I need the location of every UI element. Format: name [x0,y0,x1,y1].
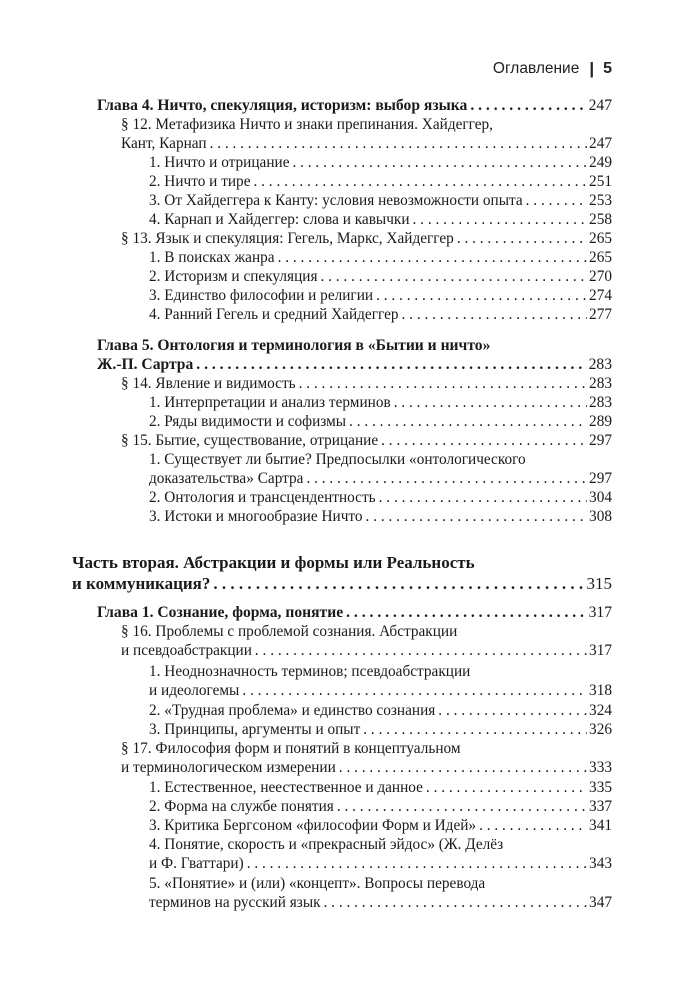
toc-page-number: 337 [589,798,612,815]
toc-page-number: 265 [589,230,612,247]
toc-page-number: 304 [589,489,612,506]
toc-page-number: 333 [589,759,612,776]
toc-entry-text: 1. Естественное, неестественное и данное [149,779,423,796]
toc-entry-s16-1 [149,662,612,700]
toc-entry-text: и псевдоабстракции [121,642,252,659]
toc-page-number: 317 [588,604,612,621]
toc-entry-s14-2 [149,412,612,431]
dot-leader [394,393,587,412]
dot-leader [363,720,587,739]
toc-entry-ch4 [97,96,612,115]
dot-leader [242,681,587,700]
dot-leader [324,893,588,912]
toc-page-number: 297 [589,432,612,449]
toc-page-number: 277 [589,306,612,323]
toc-entry-text: Глава 1. Сознание, форма, понятие [97,604,344,621]
toc-page-number: 297 [589,470,612,487]
toc-page-number: 253 [589,192,612,209]
toc-entry-text: 2. «Трудная проблема» и единство сознания [149,702,436,719]
toc-page-number: 274 [589,287,612,304]
toc-page-number: 283 [589,375,612,392]
toc-entry-s13-3 [149,286,612,305]
toc-entry-text: 2. Ничто и тире [149,173,251,190]
running-header-title: Оглавление [492,60,580,77]
toc-entry-s15-3 [149,507,612,526]
toc-entry-text: § 13. Язык и спекуляция: Гегель, Маркс, Хайдеггер [121,230,454,247]
dot-leader [479,816,587,835]
toc-entry-s16-3 [149,720,612,739]
dot-leader [457,229,587,248]
toc-page-number: 251 [589,173,612,190]
toc-entry-text: Глава 5. Онтология и терминология в «Бытии и ничто» [97,337,491,354]
dot-leader [366,507,588,526]
toc-entry-s14 [121,374,612,393]
dot-leader [379,488,587,507]
toc-page-number: 258 [589,211,612,228]
toc-entry-text: § 17. Философия форм и понятий в концептуальном [121,740,461,757]
toc-page-number: 341 [589,817,612,834]
toc-page-number: 324 [589,702,612,719]
toc-entry-s15-2 [149,488,612,507]
toc-entry-s15-1 [149,450,612,488]
toc-entry-s12-4 [149,210,612,229]
dot-leader [438,701,587,720]
toc-page-number: 283 [589,394,612,411]
toc-entry-s13-2 [149,267,612,286]
toc-entry-text: 4. Ранний Гегель и средний Хайдеггер [149,306,399,323]
dot-leader [402,305,588,324]
dot-leader [337,797,587,816]
dot-leader [299,374,587,393]
dot-leader [381,431,587,450]
running-header-separator: | [589,59,595,78]
dot-leader [255,641,587,660]
toc-entry-text: 1. Интерпретации и анализ терминов [149,394,391,411]
toc-entry-s17-1 [149,778,612,797]
toc-entry-s17-3 [149,816,612,835]
dot-leader [413,210,588,229]
toc-entry-s13-1 [149,248,612,267]
toc-page-number: 335 [589,779,612,796]
toc-entry-text: 1. Ничто и отрицание [149,154,290,171]
toc-entry-text: Глава 4. Ничто, спекуляция, историзм: выбор языка [97,97,468,114]
dot-leader [346,603,586,622]
toc-entry-s17-5 [149,874,612,912]
toc-entry-text: 4. Понятие, скорость и «прекрасный эйдос» (Ж. Делёз [149,836,504,853]
toc-entry-s12-3 [149,191,612,210]
toc-page-number: 326 [589,721,612,738]
toc-entry-text: 2. Онтология и трансцендентность [149,489,376,506]
toc-page-number: 308 [589,508,612,525]
toc-entry-s15 [121,431,612,450]
toc-entry-s17-4 [149,835,612,873]
toc-entry-text: Ж.-П. Сартра [97,356,194,373]
toc-entry-s12-1 [149,153,612,172]
toc-entry-ch5 [97,336,612,374]
toc-entry-text: доказательства» Сартра [149,470,304,487]
toc-page-number: 343 [589,855,612,872]
dot-leader [339,758,587,777]
toc-entry-text: 1. Существует ли бытие? Предпосылки «онтологического [149,451,526,468]
dot-leader [292,153,587,172]
dot-leader [320,267,587,286]
toc-page-number: 315 [586,574,612,593]
toc-page-number: 270 [589,268,612,285]
toc-entry-text: § 12. Метафизика Ничто и знаки препинания. Хайдеггер, [121,116,493,133]
toc-entry-text: § 15. Бытие, существование, отрицание [121,432,379,449]
toc-entry-s17-2 [149,797,612,816]
toc-page-number: 247 [589,135,612,152]
dot-leader [470,96,586,115]
toc-entry-text: 2. Форма на службе понятия [149,798,334,815]
toc-page-number: 317 [589,642,612,659]
toc-entry-s12 [121,115,612,153]
toc-page-number: 289 [589,413,612,430]
dot-leader [306,469,587,488]
page-number: 5 [603,60,612,77]
toc-entry-text: и идеологемы [149,682,240,699]
running-header [493,58,612,80]
toc-page-number: 347 [589,894,612,911]
toc-entry-s13-4 [149,305,612,324]
toc-page-number: 318 [589,682,612,699]
toc-entry-text: и Ф. Гваттари) [149,855,244,872]
toc-entry-text: Часть вторая. Абстракции и формы или Реальность [72,553,475,572]
toc-entry-s12-2 [149,172,612,191]
toc-entry-p2ch1 [97,603,612,622]
dot-leader [426,778,587,797]
dot-leader [210,134,587,153]
toc-entry-text: 4. Карнап и Хайдеггер: слова и кавычки [149,211,410,228]
toc-entry-s16 [121,622,612,660]
toc-entry-text: 3. Критика Бергсоном «философии Форм и Идей» [149,817,477,834]
toc-entry-text: 3. Принципы, аргументы и опыт [149,721,361,738]
toc-page-number: 265 [589,249,612,266]
toc-entry-text: и терминологическом измерении [121,759,336,776]
toc-page-number: 283 [588,356,612,373]
toc-entry-s17 [121,739,612,777]
toc-entry-s16-2 [149,701,612,720]
toc-entry-text: терминов на русский язык [149,894,321,911]
toc-entry-text: 3. От Хайдеггера к Канту: условия невозможности опыта [149,192,523,209]
dot-leader [254,172,588,191]
toc-entry-text: 5. «Понятие» и (или) «концепт». Вопросы перевода [149,875,486,892]
dot-leader [376,286,587,305]
toc-entry-text: 1. Неоднозначность терминов; псевдоабстракции [149,663,471,680]
toc-page-number: 249 [589,154,612,171]
toc-entry-text: и коммуникация? [72,574,211,593]
toc-entry-part2 [72,552,612,594]
dot-leader [213,573,584,594]
dot-leader [349,412,587,431]
dot-leader [278,248,587,267]
dot-leader [247,854,587,873]
toc-entry-text: 2. Ряды видимости и софизмы [149,413,347,430]
dot-leader [526,191,587,210]
toc-entry-text: Кант, Карнап [121,135,207,152]
toc-entry-text: § 16. Проблемы с проблемой сознания. Абстракции [121,623,458,640]
toc-entry-text: 2. Историзм и спекуляция [149,268,318,285]
toc-entry-text: 1. В поисках жанра [149,249,275,266]
toc-entry-text: 3. Единство философии и религии [149,287,374,304]
dot-leader [196,355,586,374]
toc-entry-s13 [121,229,612,248]
toc-entry-s14-1 [149,393,612,412]
toc-page-number: 247 [588,97,612,114]
toc-entry-text: 3. Истоки и многообразие Ничто [149,508,363,525]
toc-entry-text: § 14. Явление и видимость [121,375,296,392]
